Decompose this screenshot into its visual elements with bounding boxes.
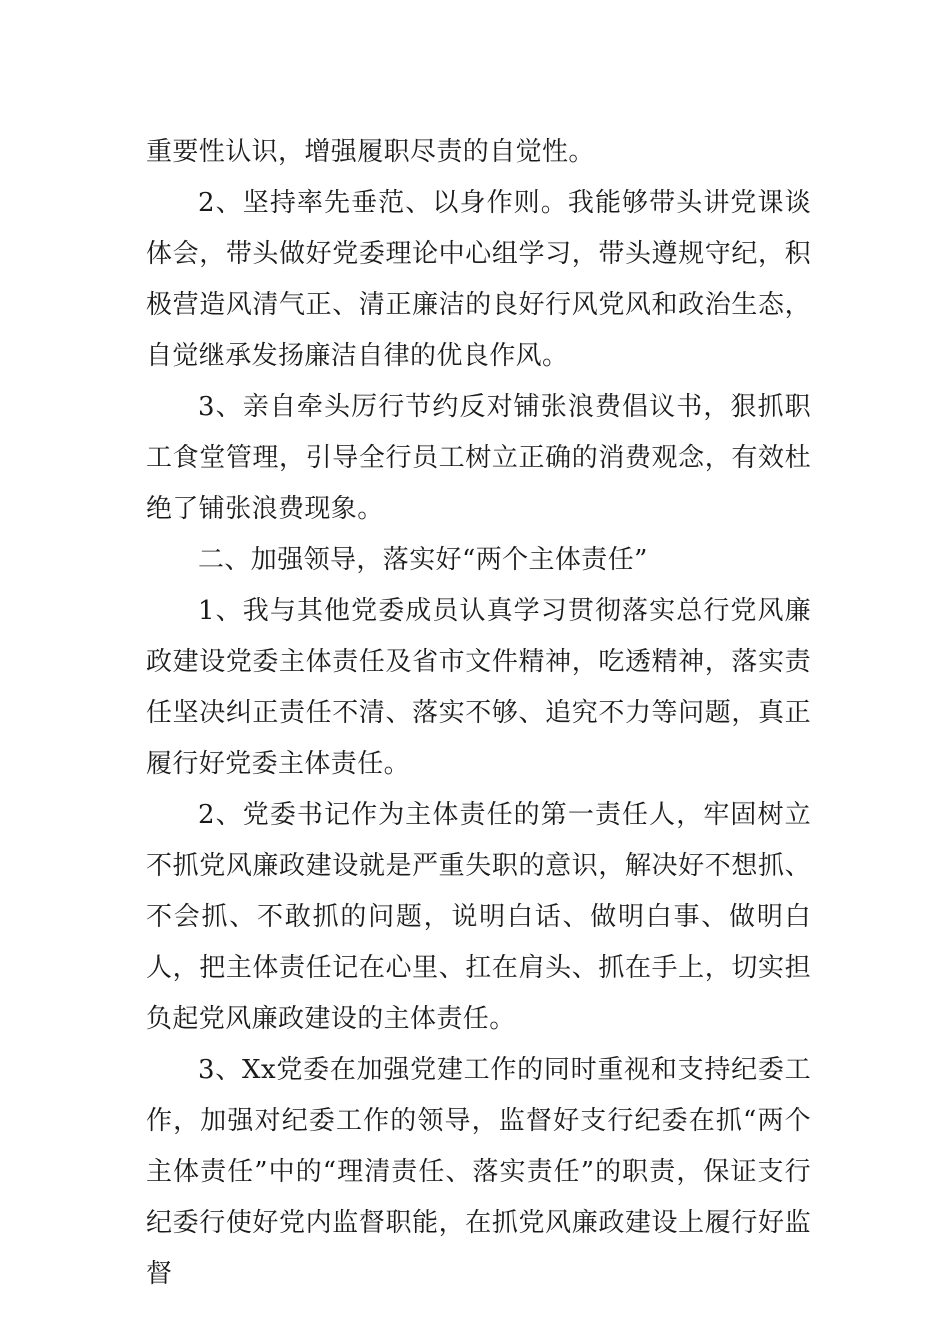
document-body [146, 127, 811, 1300]
paragraph-item-1-study: 1、我与其他党委成员认真学习贯彻落实总行党风廉政建设党委主体责任及省市文件精神，吃透精神，落实责任坚决纠正责任不清、落实不够、追究不力等问题，真正履行好党委主体责任。 [146, 596, 811, 779]
section-heading-two: 二、加强领导，落实好“两个主体责任” [198, 545, 648, 575]
paragraph-item-2-secretary: 2、党委书记作为主体责任的第一责任人，牢固树立不抓党风廉政建设就是严重失职的意识，解决好不想抓、不会抓、不敢抓的问题，说明白话、做明白事、做明白人，把主体责任记在心里、扛在肩头、抓在手上，切实担负起党风廉政建设的主体责任。 [146, 800, 811, 1034]
paragraph-item-3-discipline: 3、Xx党委在加强党建工作的同时重视和支持纪委工作，加强对纪委工作的领导，监督好支行纪委在抓“两个主体责任”中的“理清责任、落实责任”的职责，保证支行纪委行使好党内监督职能，在抓党风廉政建设上履行好监督 [146, 1055, 811, 1289]
paragraph-item-2-role-model: 2、坚持率先垂范、以身作则。我能够带头讲党课谈体会，带头做好党委理论中心组学习，带头遵规守纪，积极营造风清气正、清正廉洁的良好行风党风和政治生态，自觉继承发扬廉洁自律的优良作风。 [146, 188, 811, 371]
paragraph-continuation: 重要性认识，增强履职尽责的自觉性。 [146, 137, 595, 167]
paragraph-item-3-frugality: 3、亲自牵头厉行节约反对铺张浪费倡议书，狠抓职工食堂管理，引导全行员工树立正确的消费观念，有效杜绝了铺张浪费现象。 [146, 392, 811, 524]
